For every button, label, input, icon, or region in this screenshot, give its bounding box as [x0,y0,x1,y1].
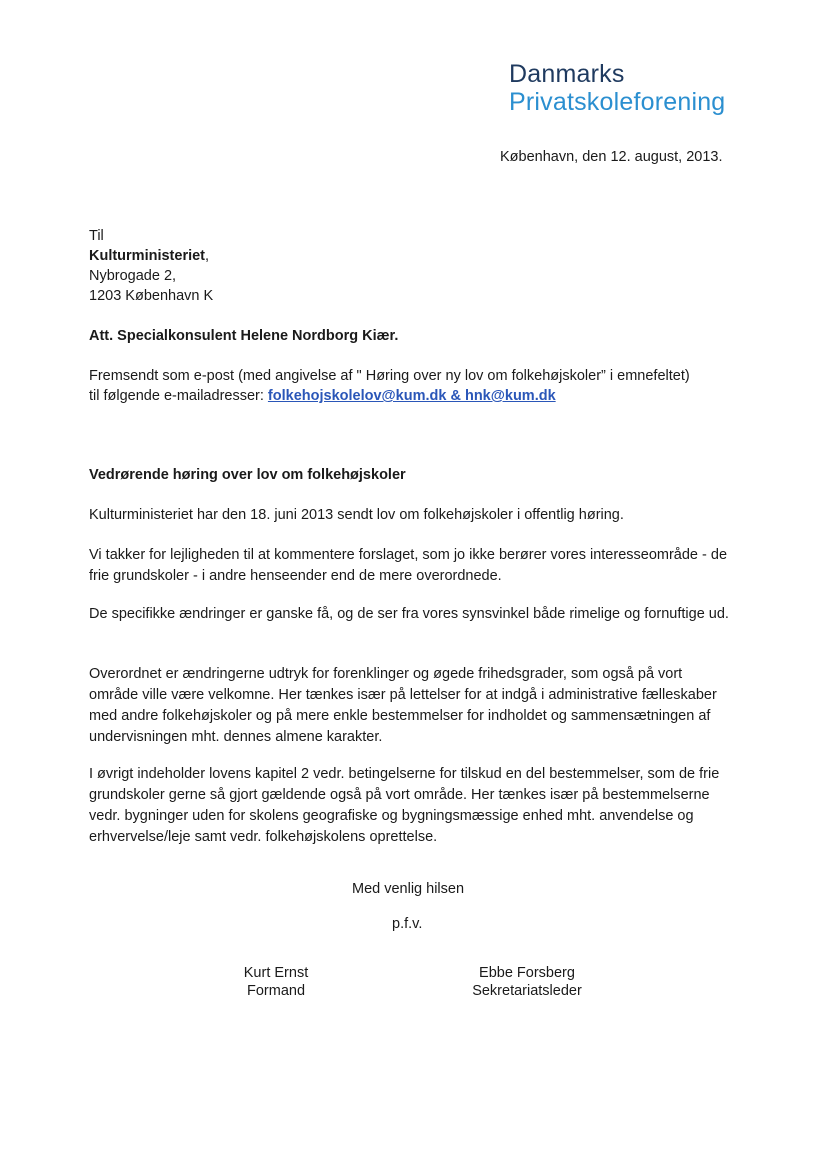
sent-note [89,366,769,406]
paragraph-4: Overordnet er ændringerne udtryk for forenklinger og øgede frihedsgrader, som også på vort område ville være velkomne. Her tænkes især på lettelser for at indgå i administrative fælleskaber med andre folkehøjskoler og på mere enkle bestemmelser for indholdet og sammensætningen af undervisningen mht. dennes almene karakter. [89,666,717,745]
attention-line: Att. Specialkonsulent Helene Nordborg Kiær. [89,328,399,344]
logo-line-privatskoleforening: Privatskoleforening [509,88,726,116]
recipient-to: Til [89,228,104,244]
email-addresses-link[interactable]: folkehojskolelov@kum.dk & hnk@kum.dk [267,388,556,404]
sent-note-line1: Fremsendt som e-post (med angivelse af " Høring over ny lov om folkehøjskoler” i emnefeltet) [89,368,690,384]
recipient-address [89,226,213,306]
closing-greeting: Med venlig hilsen [352,881,465,897]
signature-name: Ebbe Forsberg [479,965,575,981]
letter-subject: Vedrørende høring over lov om folkehøjskoler [89,467,406,483]
recipient-city: 1203 København K [89,288,214,304]
signature-block-2 [462,964,592,1000]
paragraph-3: De specifikke ændringer er ganske få, og de ser fra vores synsvinkel både rimelige og fornuftige ud. [89,606,729,622]
signature-title: Formand [246,983,306,999]
signature-title: Sekretariatsleder [472,983,582,999]
paragraph-1: Kulturministeriet har den 18. juni 2013 sendt lov om folkehøjskoler i offentlig høring. [89,507,624,523]
recipient-org: Kulturministeriet [89,248,206,264]
recipient-org-line [89,246,213,266]
paragraph-2: Vi takker for lejligheden til at kommentere forslaget, som jo ikke berører vores interesseområde - de frie grundskoler - i andre henseender end de mere overordnede. [89,547,728,584]
signature-block-1 [230,964,322,1000]
organization-logo [509,62,725,115]
sent-note-line2 [89,386,769,406]
signature-name: Kurt Ernst [243,965,309,981]
pfv-note: p.f.v. [392,916,423,932]
letter-date: København, den 12. august, 2013. [500,149,723,165]
sent-note-prefix: til følgende e-mailadresser: [89,388,268,404]
logo-line-danmarks: Danmarks [509,60,625,88]
recipient-org-suffix: , [205,248,210,264]
paragraph-5: I øvrigt indeholder lovens kapitel 2 vedr. betingelserne for tilskud en del bestemmelser, som de frie grundskoler gerne så gjort gældende også på vort område. Her tænkes især på bestemmelserne vedr. bygninger uden for skolens geografiske og bygningsmæssige enhed mht. anvendelse og erhvervelse/leje samt vedr. folkehøjskolens oprettelse. [89,766,720,845]
recipient-street: Nybrogade 2, [89,268,177,284]
